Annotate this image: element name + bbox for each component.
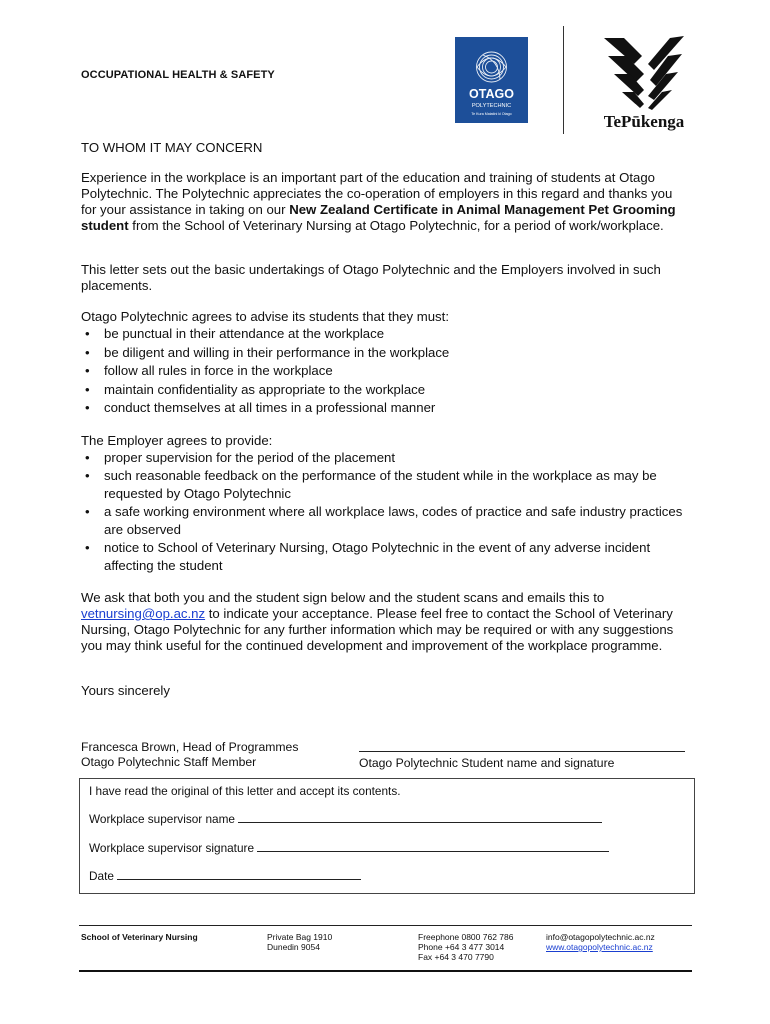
footer-address bbox=[267, 932, 332, 952]
footer-bottom-divider bbox=[79, 970, 692, 972]
supervisor-name-row bbox=[89, 811, 602, 826]
list-item: • maintain confidentiality as appropriate to the workplace bbox=[81, 381, 691, 400]
closing-text-end: to indicate your acceptance. Please feel free to contact the School of Veterinary Nursing, Otago Polytechnic for any further information which may be required or with any suggestions you may think useful for the continued development and improvement of the workplace programme. bbox=[81, 606, 674, 653]
staff-role: Otago Polytechnic Staff Member bbox=[81, 755, 257, 769]
polytechnic-undertakings bbox=[81, 309, 691, 418]
te-pukenga-logo-text: TePūkenga bbox=[603, 112, 685, 131]
student-signature-block bbox=[359, 741, 685, 771]
otago-logo-text: OTAGO bbox=[469, 87, 514, 101]
contact-email-link[interactable]: vetnursing@op.ac.nz bbox=[81, 606, 206, 621]
footer-address-line: Dunedin 9054 bbox=[267, 942, 320, 952]
footer-phone: Phone +64 3 477 3014 bbox=[418, 942, 505, 952]
intro-paragraph bbox=[81, 170, 691, 234]
te-pukenga-mark-icon bbox=[596, 34, 692, 134]
acceptance-statement: I have read the original of this letter and accept its contents. bbox=[89, 784, 401, 798]
otago-swirl-icon bbox=[455, 37, 528, 123]
list-item: • be diligent and willing in their performance in the workplace bbox=[81, 344, 691, 363]
polytechnic-logo-text: POLYTECHNIC bbox=[471, 103, 512, 109]
footer-fax: Fax +64 3 470 7790 bbox=[418, 952, 494, 962]
supervisor-name-label: Workplace supervisor name bbox=[89, 812, 235, 826]
list-item: • follow all rules in force in the workplace bbox=[81, 362, 691, 381]
closing-text-start: We ask that both you and the student sign below and the student scans and emails this to bbox=[81, 590, 605, 605]
logo-divider bbox=[563, 26, 564, 134]
purpose-paragraph: This letter sets out the basic undertakings of Otago Polytechnic and the Employers involved in such placements. bbox=[81, 262, 661, 293]
list-item: • proper supervision for the period of the placement bbox=[81, 449, 691, 467]
te-pukenga-logo bbox=[596, 34, 692, 134]
polytechnic-list bbox=[81, 325, 691, 418]
acceptance-box bbox=[79, 778, 695, 894]
programme-name: New Zealand Certificate in Animal Management Pet Grooming student bbox=[81, 202, 676, 233]
salutation: TO WHOM IT MAY CONCERN bbox=[81, 140, 263, 155]
supervisor-signature-label: Workplace supervisor signature bbox=[89, 841, 255, 855]
supervisor-signature-row bbox=[89, 840, 609, 855]
staff-name: Francesca Brown, Head of Programmes bbox=[81, 740, 299, 754]
employer-intro: The Employer agrees to provide: bbox=[81, 433, 273, 448]
supervisor-name-field[interactable] bbox=[238, 811, 602, 823]
supervisor-signature-field[interactable] bbox=[257, 840, 609, 852]
closing-paragraph bbox=[81, 590, 691, 654]
footer-contact bbox=[546, 932, 655, 952]
list-item: • such reasonable feedback on the performance of the student while in the workplace as may be requested by Otago Polytechnic bbox=[81, 467, 691, 503]
staff-signature-block bbox=[81, 740, 298, 770]
footer-website-link[interactable]: www.otagopolytechnic.ac.nz bbox=[546, 942, 653, 952]
intro-text-end: from the School of Veterinary Nursing at Otago Polytechnic, for a period of work/workplace. bbox=[128, 218, 664, 233]
polytechnic-intro: Otago Polytechnic agrees to advise its students that they must: bbox=[81, 309, 449, 324]
footer-school-name: School of Veterinary Nursing bbox=[81, 932, 198, 942]
footer-address-line: Private Bag 1910 bbox=[267, 932, 333, 942]
footer-email: info@otagopolytechnic.ac.nz bbox=[546, 932, 655, 942]
date-label: Date bbox=[89, 869, 114, 883]
list-item: • be punctual in their attendance at the workplace bbox=[81, 325, 691, 344]
employer-undertakings bbox=[81, 433, 691, 575]
date-row bbox=[89, 868, 361, 883]
date-field[interactable] bbox=[117, 868, 361, 880]
footer-phone-numbers bbox=[418, 932, 513, 962]
footer-divider bbox=[79, 925, 692, 926]
footer-freephone: Freephone 0800 762 786 bbox=[418, 932, 514, 942]
list-item: • conduct themselves at all times in a professional manner bbox=[81, 399, 691, 418]
student-signature-label: Otago Polytechnic Student name and signature bbox=[359, 756, 615, 770]
signoff: Yours sincerely bbox=[81, 683, 170, 698]
employer-list bbox=[81, 449, 691, 575]
document-heading: OCCUPATIONAL HEALTH & SAFETY bbox=[81, 69, 275, 81]
list-item: • a safe working environment where all workplace laws, codes of practice and safe industry practices are observed bbox=[81, 503, 691, 539]
student-signature-line[interactable] bbox=[359, 741, 685, 752]
list-item: • notice to School of Veterinary Nursing, Otago Polytechnic in the event of any adverse incident affecting the student bbox=[81, 539, 691, 575]
intro-text-start: Experience in the workplace is an important part of the education and training of students at Otago Polytechnic. The Polytechnic appreciates the co-operation of employers in this regard and thanks you for your assistance in taking on our bbox=[81, 170, 673, 217]
maori-name-logo-text: Te Kura Matatini ki Otago bbox=[471, 112, 512, 116]
otago-polytechnic-logo bbox=[455, 37, 528, 123]
